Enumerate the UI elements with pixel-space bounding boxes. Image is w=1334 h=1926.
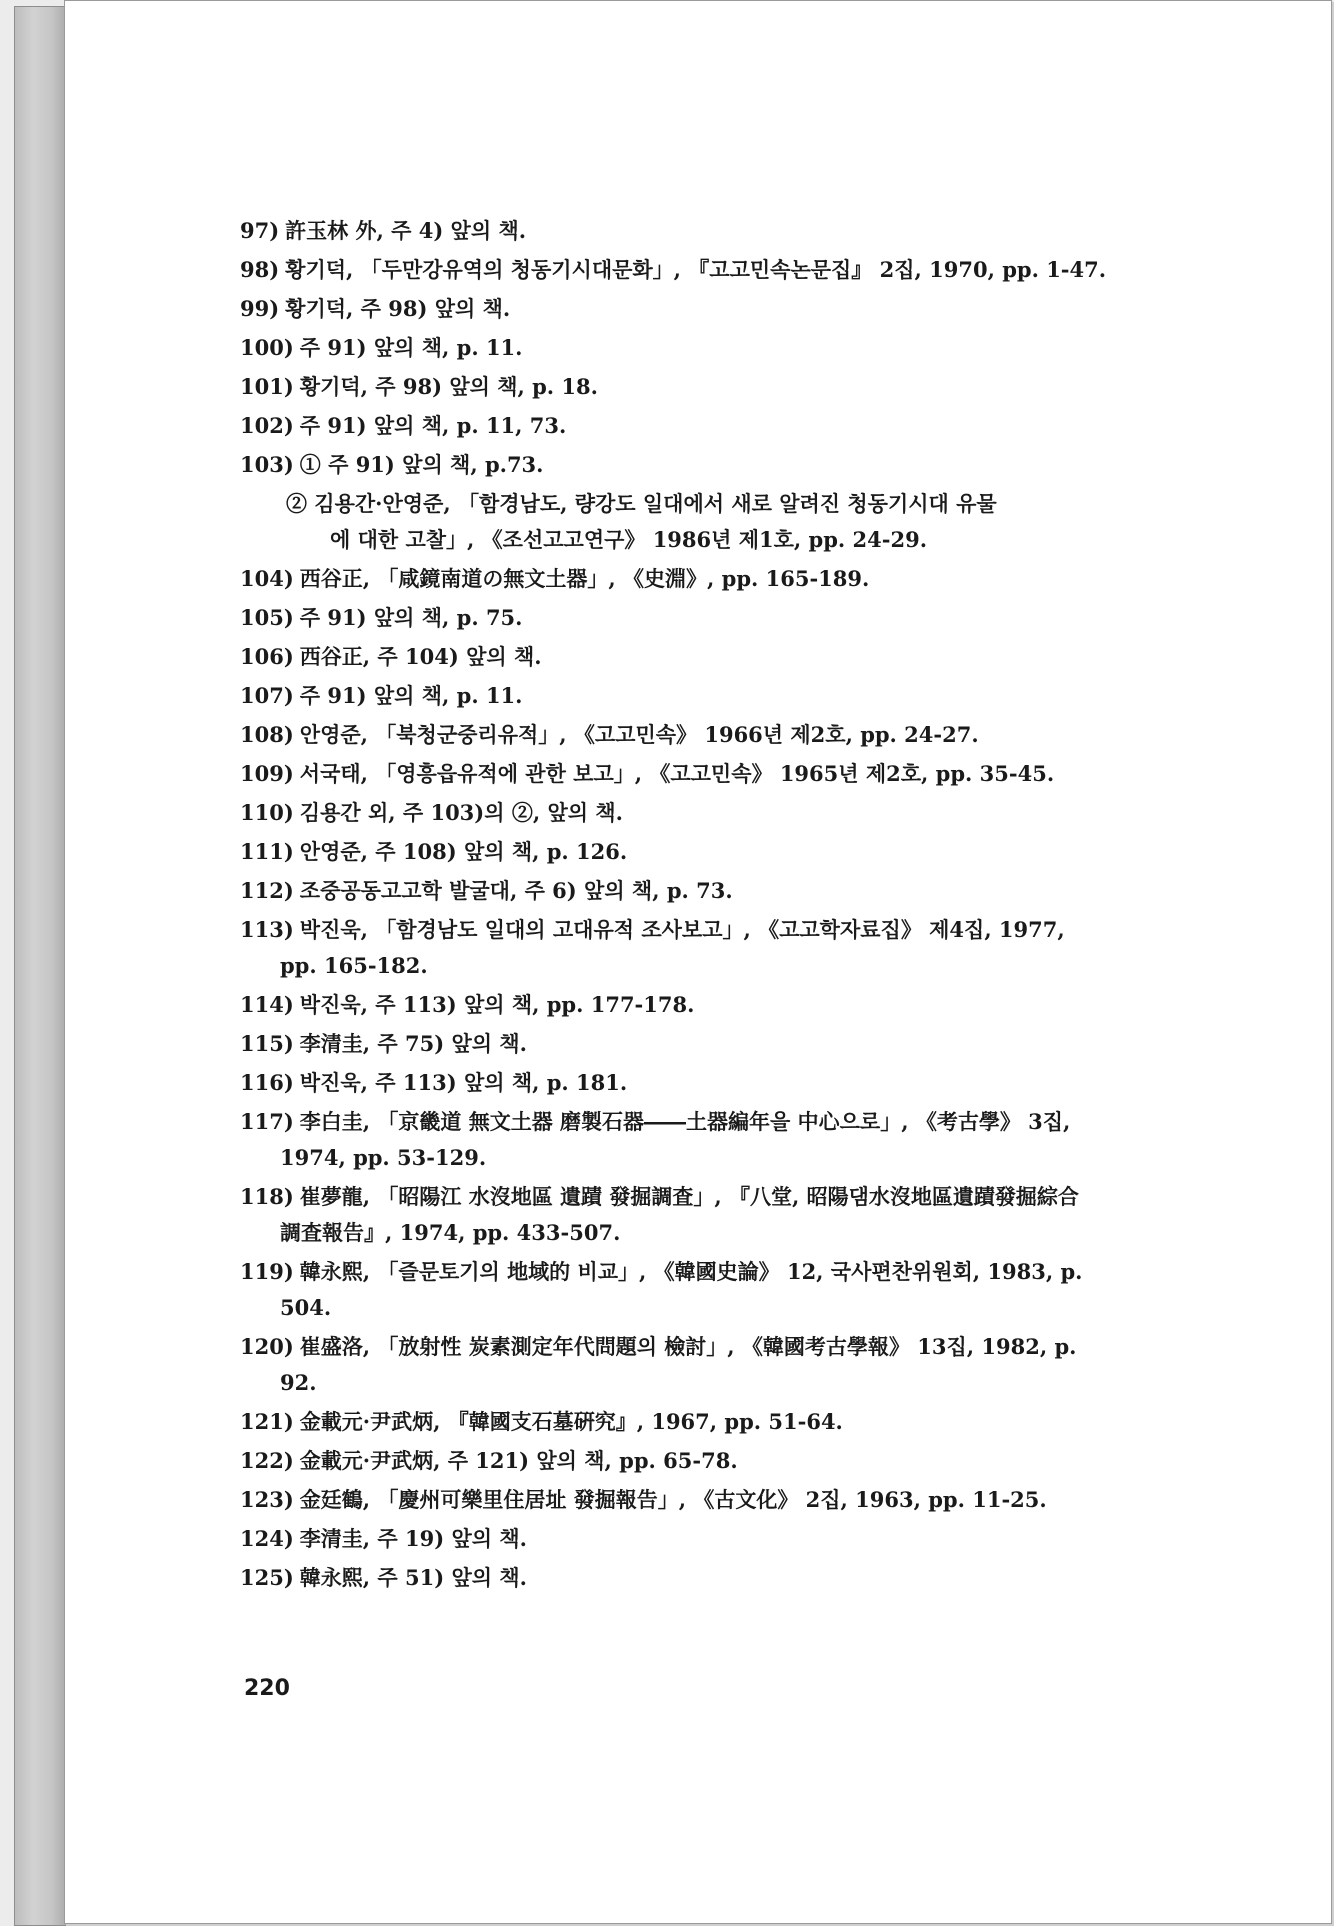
footnote-number: 107) — [240, 683, 294, 708]
footnote-continuation: 92. — [280, 1370, 317, 1395]
footnote-number: 113) — [240, 917, 294, 942]
footnote-number: 124) — [240, 1526, 294, 1551]
footnote-item — [240, 1560, 1200, 1596]
footnote-item — [240, 1104, 1200, 1176]
footnote-text: 박진욱, 주 113) 앞의 책, pp. 177-178. — [299, 992, 695, 1017]
footnote-text: 주 91) 앞의 책, p. 75. — [299, 605, 523, 630]
footnote-text: 李清圭, 주 75) 앞의 책. — [299, 1031, 527, 1056]
footnote-number: 102) — [240, 413, 294, 438]
footnote-text: 金廷鶴, 「慶州可樂里住居址 發掘報告」, 《古文化》 2집, 1963, pp. 11-25. — [299, 1487, 1047, 1512]
footnote-number: 108) — [240, 722, 294, 747]
footnote-text: 崔盛洛, 「放射性 炭素測定年代問題의 檢討」, 《韓國考古學報》 13집, 1982, p. — [299, 1334, 1077, 1359]
footnote-text: 주 91) 앞의 책, p. 11, 73. — [299, 413, 567, 438]
footnote-number: 114) — [240, 992, 294, 1017]
footnote-number: 115) — [240, 1031, 294, 1056]
footnote-item — [240, 213, 1200, 249]
footnote-item — [240, 252, 1200, 288]
footnote-text: 崔夢龍, 「昭陽江 水沒地區 遺蹟 發掘調査」, 『八堂, 昭陽댐水沒地區遺蹟發掘綜合 — [299, 1184, 1079, 1209]
footnote-item — [240, 369, 1200, 405]
footnote-item — [240, 795, 1200, 831]
footnote-number: 97) — [240, 218, 280, 243]
footnote-item — [240, 912, 1200, 984]
footnote-number: 101) — [240, 374, 294, 399]
footnote-item — [240, 1404, 1200, 1440]
footnote-text: 박진욱, 「함경남도 일대의 고대유적 조사보고」, 《고고학자료집》 제4집, 1977, — [299, 917, 1065, 942]
footnote-number: 100) — [240, 335, 294, 360]
footnote-list — [240, 213, 1200, 1599]
footnote-text: 박진욱, 주 113) 앞의 책, p. 181. — [299, 1070, 628, 1095]
footnote-text: 안영준, 주 108) 앞의 책, p. 126. — [299, 839, 628, 864]
footnote-text: 李白圭, 「京畿道 無文土器 磨製石器――土器編年을 中心으로」, 《考古學》 3집, — [299, 1109, 1071, 1134]
footnote-continuation: 에 대한 고찰」, 《조선고고연구》 1986년 제1호, pp. 24-29. — [330, 527, 928, 552]
footnote-item — [240, 600, 1200, 636]
footnote-item — [240, 678, 1200, 714]
footnote-number: 111) — [240, 839, 294, 864]
footnote-text: 韓永熙, 「즐문토기의 地域的 비교」, 《韓國史論》 12, 국사편찬위원회, 1983, p. — [299, 1259, 1083, 1284]
footnote-text: 韓永熙, 주 51) 앞의 책. — [299, 1565, 527, 1590]
footnote-text: 許玉林 外, 주 4) 앞의 책. — [285, 218, 527, 243]
footnote-item — [240, 1329, 1200, 1401]
footnote-number: 112) — [240, 878, 294, 903]
page-number: 220 — [244, 1676, 290, 1701]
footnote-number: 105) — [240, 605, 294, 630]
footnote-text: 西谷正, 주 104) 앞의 책. — [299, 644, 542, 669]
footnote-item — [240, 717, 1200, 753]
footnote-number: 104) — [240, 566, 294, 591]
footnote-item — [240, 291, 1200, 327]
footnote-number: 122) — [240, 1448, 294, 1473]
footnote-text: 西谷正, 「咸鏡南道の無文土器」, 《史淵》, pp. 165-189. — [299, 566, 870, 591]
footnote-item — [240, 1254, 1200, 1326]
footnote-number: 117) — [240, 1109, 294, 1134]
footnote-item — [240, 873, 1200, 909]
footnote-item — [240, 1521, 1200, 1557]
footnote-text: 황기덕, 「두만강유역의 청동기시대문화」, 『고고민속논문집』 2집, 1970, pp. 1-47. — [285, 257, 1107, 282]
footnote-text: ① 주 91) 앞의 책, p.73. — [299, 452, 544, 477]
footnote-item — [240, 408, 1200, 444]
footnote-number: 98) — [240, 257, 280, 282]
footnote-item — [240, 486, 1200, 558]
footnote-number: 118) — [240, 1184, 294, 1209]
footnote-text: 조중공동고고학 발굴대, 주 6) 앞의 책, p. 73. — [299, 878, 733, 903]
footnote-continuation: 504. — [280, 1295, 332, 1320]
footnote-item — [240, 756, 1200, 792]
footnote-item — [240, 561, 1200, 597]
footnote-item — [240, 1179, 1200, 1251]
footnote-item — [240, 1443, 1200, 1479]
footnote-text: 김용간 외, 주 103)의 ②, 앞의 책. — [299, 800, 623, 825]
footnote-continuation: 調査報告』, 1974, pp. 433-507. — [280, 1220, 621, 1245]
footnote-item — [240, 447, 1200, 483]
footnote-text: 안영준, 「북청군중리유적」, 《고고민속》 1966년 제2호, pp. 24-27. — [299, 722, 979, 747]
footnote-item — [240, 330, 1200, 366]
footnote-number: 119) — [240, 1259, 294, 1284]
footnote-item — [240, 834, 1200, 870]
footnote-number: 125) — [240, 1565, 294, 1590]
footnote-number: 99) — [240, 296, 280, 321]
footnote-number: 110) — [240, 800, 294, 825]
footnote-text: 황기덕, 주 98) 앞의 책, p. 18. — [299, 374, 598, 399]
footnote-item — [240, 1065, 1200, 1101]
footnote-text: 황기덕, 주 98) 앞의 책. — [285, 296, 511, 321]
footnote-item — [240, 639, 1200, 675]
footnote-item — [240, 1026, 1200, 1062]
footnote-number: 109) — [240, 761, 294, 786]
footnote-item — [240, 1482, 1200, 1518]
footnote-number: 121) — [240, 1409, 294, 1434]
footnote-number: 106) — [240, 644, 294, 669]
footnote-text: 주 91) 앞의 책, p. 11. — [299, 335, 523, 360]
book-spine-edge — [14, 6, 68, 1926]
footnote-text: 서국태, 「영흥읍유적에 관한 보고」, 《고고민속》 1965년 제2호, pp. 35-45. — [299, 761, 1055, 786]
footnote-continuation: pp. 165-182. — [280, 953, 428, 978]
footnote-text: 주 91) 앞의 책, p. 11. — [299, 683, 523, 708]
footnote-number: 120) — [240, 1334, 294, 1359]
footnote-number: 116) — [240, 1070, 294, 1095]
footnote-number: 123) — [240, 1487, 294, 1512]
footnote-item — [240, 987, 1200, 1023]
footnote-text: 李清圭, 주 19) 앞의 책. — [299, 1526, 527, 1551]
footnote-text: 金載元·尹武炳, 『韓國支石墓硏究』, 1967, pp. 51-64. — [299, 1409, 843, 1434]
footnote-text: 金載元·尹武炳, 주 121) 앞의 책, pp. 65-78. — [299, 1448, 738, 1473]
footnote-subitem-text: ② 김용간·안영준, 「함경남도, 량강도 일대에서 새로 알려진 청동기시대 유물 — [286, 491, 997, 516]
footnote-continuation: 1974, pp. 53-129. — [280, 1145, 487, 1170]
footnote-number: 103) — [240, 452, 294, 477]
